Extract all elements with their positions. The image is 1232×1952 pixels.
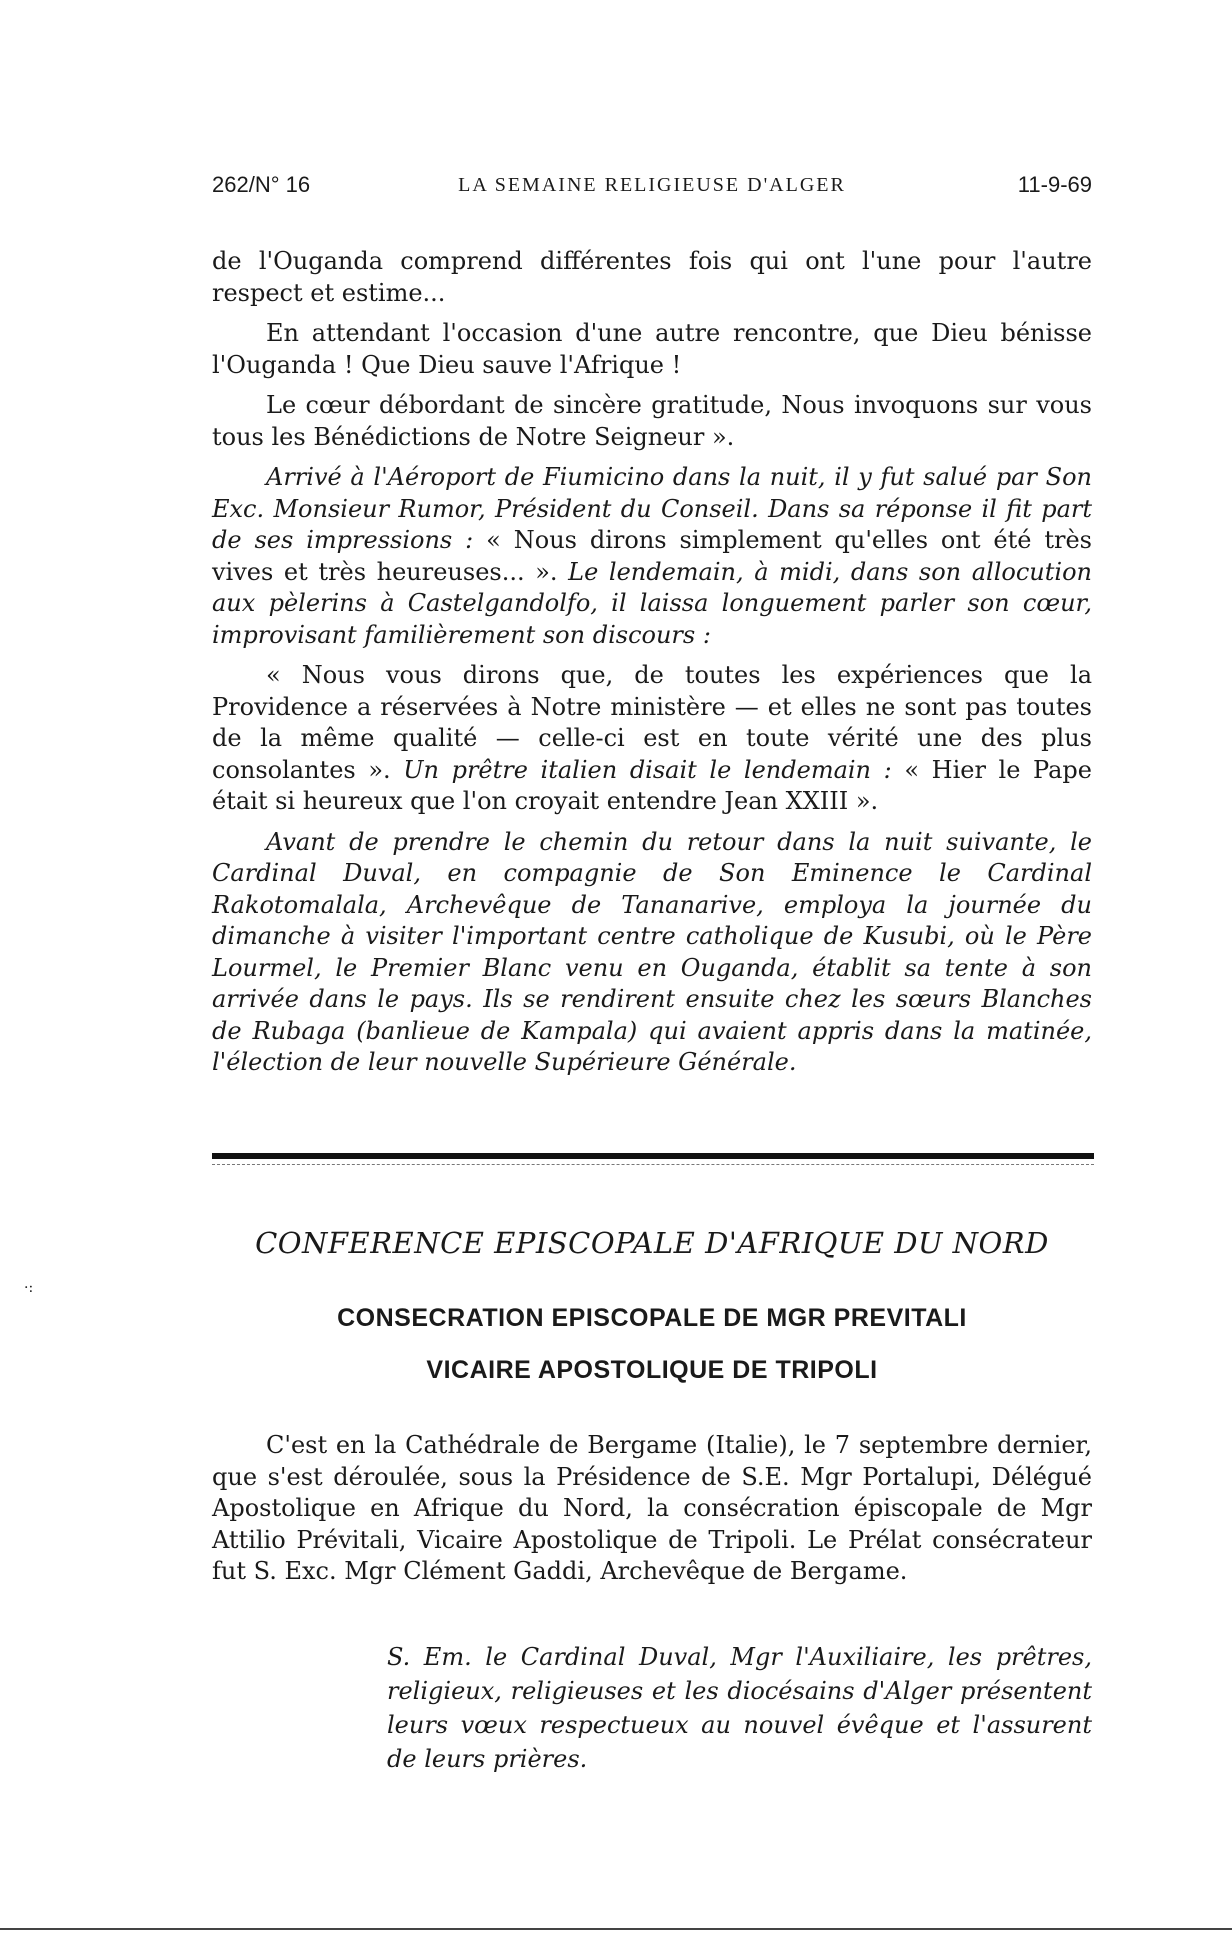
page-bottom-edge bbox=[0, 1928, 1232, 1930]
article-body bbox=[212, 1430, 1092, 1597]
article-title-line-1: CONSECRATION EPISCOPALE DE MGR PREVITALI bbox=[337, 1304, 967, 1332]
paragraph-4 bbox=[212, 462, 1092, 651]
article-paragraph: C'est en la Cathédrale de Bergame (Italie), le 7 septembre dernier, que s'est déroulée, sous la Présidence de S.E. Mgr Portalupi, Délégué Apostolique en Afrique du Nord, la consécration épiscopale de Mgr Attilio Prévitali, Vicaire Apostolique de Tripoli. Le Prélat consécrateur fut S. Exc. Mgr Clément Gaddi, Archevêque de Bergame. bbox=[212, 1431, 1092, 1585]
article-continuation bbox=[212, 246, 1092, 1088]
quote: « Hier le Pape était si heureux que l'on croyait entendre Jean XXIII ». bbox=[212, 755, 1092, 815]
closing-note: S. Em. le Cardinal Duval, Mgr l'Auxiliaire, les prêtres, religieux, religieuses et les diocésains d'Alger présentent leurs vœux respectueux au nouvel évêque et l'assurent de leurs prières. bbox=[387, 1643, 1092, 1773]
page-header bbox=[212, 172, 1092, 208]
narrative-italic: Le lendemain, à midi, dans son allocution aux pèlerins à Castelgandolfo, il laissa longuement parler son cœur, improvisant familièrement son discours : bbox=[212, 557, 1092, 649]
article-title-line-2: VICAIRE APOSTOLIQUE DE TRIPOLI bbox=[426, 1356, 878, 1384]
paragraph-3: Le cœur débordant de sincère gratitude, Nous invoquons sur vous tous les Bénédictions de Notre Seigneur ». bbox=[212, 391, 1092, 451]
section-title: CONFERENCE EPISCOPALE D'AFRIQUE DU NORD bbox=[255, 1226, 1049, 1260]
paragraph-1: de l'Ouganda comprend différentes fois qui ont l'une pour l'autre respect et estime... bbox=[212, 247, 1092, 307]
narrative-italic: Un prêtre italien disait le lendemain : bbox=[390, 755, 905, 784]
narrative-italic: Arrivé à l'Aéroport de Fiumicino dans la nuit, il y fut salué par Son Exc. Monsieur Rumor, Président du Conseil. Dans sa réponse il fit part de ses impressions : bbox=[212, 463, 1092, 554]
divider-thin-line bbox=[212, 1164, 1094, 1165]
scan-speck: ·: bbox=[24, 1280, 34, 1296]
issue-date: 11-9-69 bbox=[1017, 172, 1092, 197]
publication-title: LA SEMAINE RELIGIEUSE D'ALGER bbox=[458, 174, 846, 196]
paragraph-2: En attendant l'occasion d'une autre rencontre, que Dieu bénisse l'Ouganda ! Que Dieu sauve l'Afrique ! bbox=[212, 319, 1092, 379]
section-divider bbox=[212, 1153, 1094, 1169]
page-reference: 262/N° 16 bbox=[212, 172, 311, 197]
quote: « Nous dirons simplement qu'elles ont été très vives et très heureuses... ». bbox=[212, 526, 1092, 586]
paragraph-5 bbox=[212, 660, 1092, 818]
quote: « Nous vous dirons que, de toutes les expériences que la Providence a réservées à Notre ministère — et elles ne sont pas toutes de la même qualité — celle-ci est en toute vérité une des plus consolantes ». bbox=[212, 661, 1092, 784]
paragraph-6: Avant de prendre le chemin du retour dans la nuit suivante, le Cardinal Duval, en compagnie de Son Eminence le Cardinal Rakotomalala, Archevêque de Tananarive, employa la journée du dimanche à visiter l'important centre catholique de Kusubi, où le Père Lourmel, le Premier Blanc venu en Ouganda, établit sa tente à son arrivée dans le pays. Ils se rendirent ensuite chez les sœurs Blanches de Rubaga (banlieue de Kampala) qui avaient appris dans la matinée, l'élection de leur nouvelle Supérieure Générale. bbox=[212, 827, 1092, 1076]
divider-thick-line bbox=[212, 1153, 1094, 1159]
